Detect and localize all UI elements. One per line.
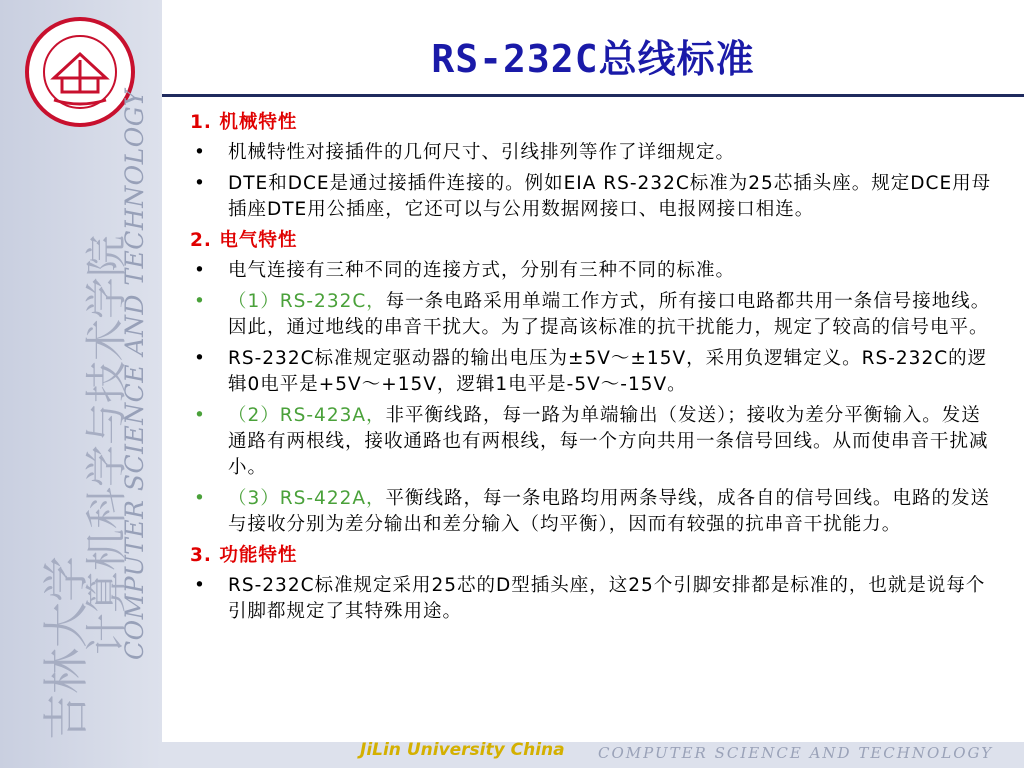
bullet-dot-icon: • (194, 291, 206, 312)
bullet-item (190, 289, 1000, 341)
watermark-cn-line1: 吉林大学 (39, 556, 93, 740)
section-heading-electrical: 2. 电气特性 (190, 230, 298, 251)
slide-content (190, 108, 1000, 630)
footer-university-name: JiLin University China (360, 740, 565, 760)
bullet-item (190, 486, 1000, 538)
bullet-text: 机械特性对接插件的几何尺寸、引线排列等作了详细规定。 (228, 142, 736, 163)
bullet-item (190, 140, 1000, 166)
bullet-text: 非平衡线路，每一路为单端输出（发送）；接收为差分平衡输入。发送通路有两根线，接收通路也有两根线，每一个方向共用一条信号回线。从而使串音干扰减小。 (228, 405, 989, 478)
bullet-item (190, 403, 1000, 481)
bullet-item (190, 258, 1000, 284)
bullet-prefix: （2）RS-423A， (228, 405, 386, 426)
bullet-dot-icon: • (194, 348, 206, 369)
sidebar (0, 0, 162, 768)
bullet-dot-icon: • (194, 260, 206, 281)
bullet-item (190, 171, 1000, 223)
bullet-dot-icon: • (194, 405, 206, 426)
bullet-dot-icon: • (194, 488, 206, 509)
section-heading-functional: 3. 功能特性 (190, 545, 298, 566)
bullet-text: RS-232C标准规定采用25芯的D型插头座，这25个引脚安排都是标准的，也就是说每个引脚都规定了其特殊用途。 (228, 575, 986, 622)
bullet-text: RS-232C标准规定驱动器的输出电压为±5V～±15V，采用负逻辑定义。RS-232C的逻辑0电平是+5V～+15V，逻辑1电平是-5V～-15V。 (228, 348, 988, 395)
bullet-item (190, 573, 1000, 625)
watermark-en: COMPUTER SCIENCE AND TECHNOLOGY (120, 89, 149, 660)
bullet-dot-icon: • (194, 142, 206, 163)
bullet-dot-icon: • (194, 173, 206, 194)
bullet-prefix: （1）RS-232C， (228, 291, 386, 312)
bullet-dot-icon: • (194, 575, 206, 596)
footer-department: COMPUTER SCIENCE AND TECHNOLOGY (598, 744, 994, 762)
watermark-cn-line2: 计算机科学与技术学院 (82, 234, 131, 655)
bullet-prefix: （3）RS-422A， (228, 488, 386, 509)
bullet-text: 每一条电路采用单端工作方式，所有接口电路都共用一条信号接地线。因此，通过地线的串音干扰大。为了提高该标准的抗干扰能力，规定了较高的信号电平。 (228, 291, 991, 338)
title-divider (162, 94, 1024, 97)
bullet-item (190, 346, 1000, 398)
section-heading-mechanical: 1. 机械特性 (190, 112, 298, 133)
bullet-text: 平衡线路，每一条电路均用两条导线，成各自的信号回线。电路的发送与接收分别为差分输出和差分输入（均平衡），因而有较强的抗串音干扰能力。 (228, 488, 991, 535)
slide-title: RS-232C总线标准 (431, 37, 755, 81)
bullet-text: DTE和DCE是通过接插件连接的。例如EIA RS-232C标准为25芯插头座。规定DCE用母插座DTE用公插座，它还可以与公用数据网接口、电报网接口相连。 (228, 173, 992, 220)
bullet-text: 电气连接有三种不同的连接方式，分别有三种不同的标准。 (228, 260, 736, 281)
